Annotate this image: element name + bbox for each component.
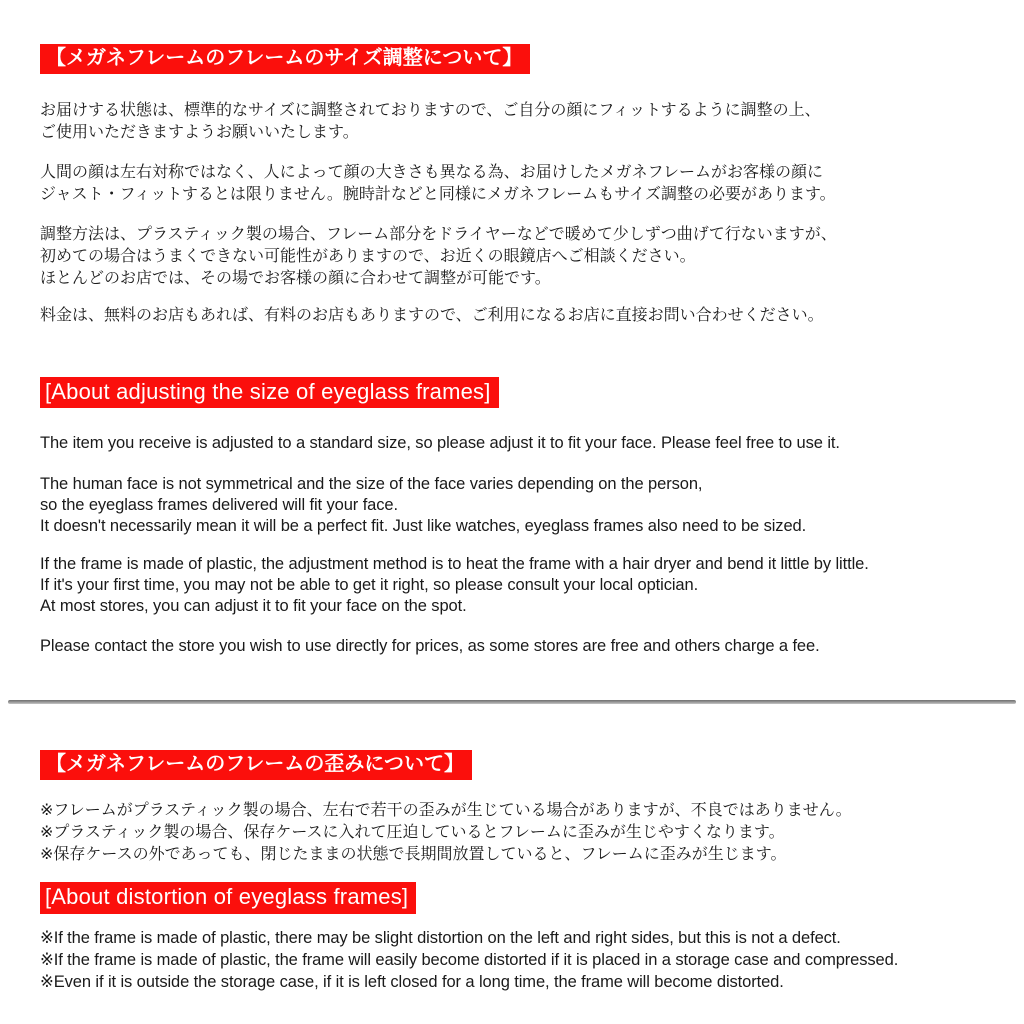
section-size-adjustment-jp [40,0,996,327]
paragraph-en-standard-size: The item you receive is adjusted to a standard size, so please adjust it to fit your face. Please feel free to use it. [40,434,840,453]
paragraph-en-face-symmetry: The human face is not symmetrical and the size of the face varies depending on the person, so the eyeglass frames delivered will fit your face. It doesn't necessarily mean it will be a perfect fit. Just like watches, eyeglass frames also need to be sized. [40,475,807,536]
notes-en-distortion: ※If the frame is made of plastic, there may be slight distortion on the left and right sides, but this is not a defect. ※If the frame is made of plastic, the frame will easily become distorted if it is placed in a storage case and compressed. ※Even if it is outside the storage case, if it is left closed for a long time, the frame will become distorted. [40,928,899,991]
notice-document-lower [0,704,1024,992]
paragraph-jp-standard-size: お届けする状態は、標準的なサイズに調整されておりますので、ご自分の顔にフィットするように調整の上、 ご使用いただきますようお願いいたします。 [40,102,821,141]
section-distortion-jp [40,704,996,866]
section-heading-distortion-jp: 【メガネフレームのフレームの歪みについて】 [40,750,472,780]
paragraph-en-fees: Please contact the store you wish to use directly for prices, as some stores are free and others charge a fee. [40,637,820,656]
section-heading-size-adjustment-jp: 【メガネフレームのフレームのサイズ調整について】 [40,44,530,74]
notes-jp-distortion: ※フレームがプラスティック製の場合、左右で若干の歪みが生じている場合がありますが、不良ではありません。 ※プラスティック製の場合、保存ケースに入れて圧迫しているとフレームに歪みが生じやすくなります。 ※保存ケースの外であっても、閉じたままの状態で長期間放置していると、フレームに歪みが生じます。 [40,802,852,864]
paragraph-jp-fees: 料金は、無料のお店もあれば、有料のお店もありますので、ご利用になるお店に直接お問い合わせください。 [40,307,824,324]
paragraph-jp-face-symmetry: 人間の顔は左右対称ではなく、人によって顔の大きさも異なる為、お届けしたメガネフレームがお客様の顔に ジャスト・フィットするとは限りません。腕時計などと同様にメガネフレームもサイズ調整の必要があります。 [40,164,836,203]
paragraph-en-adjustment-method: If the frame is made of plastic, the adjustment method is to heat the frame with a hair dryer and bend it little by little. If it's your first time, you may not be able to get it right, so please consult your local optician. At most stores, you can adjust it to fit your face on the spot. [40,555,869,616]
section-size-adjustment-en [40,327,996,657]
section-heading-size-adjustment-en: [About adjusting the size of eyeglass frames] [40,377,499,408]
paragraph-jp-adjustment-method: 調整方法は、プラスティック製の場合、フレーム部分をドライヤーなどで暖めて少しずつ曲げて行ないますが、 初めての場合はうまくできない可能性がありますので、お近くの眼鏡店へご相談ください。 ほとんどのお店では、その場でお客様の顔に合わせて調整が可能です。 [40,226,837,287]
section-distortion-en [40,866,996,992]
section-heading-distortion-en: [About distortion of eyeglass frames] [40,882,416,913]
